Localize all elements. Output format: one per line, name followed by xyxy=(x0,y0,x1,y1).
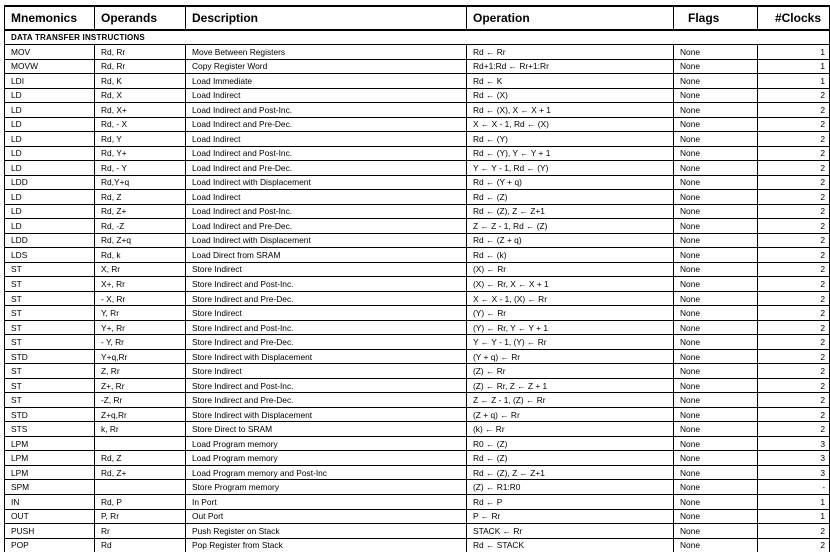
cell-clocks: - xyxy=(758,480,830,495)
cell-operation: R0 ← (Z) xyxy=(467,436,674,451)
cell-mnemonic: LD xyxy=(5,161,95,176)
cell-mnemonic: ST xyxy=(5,320,95,335)
cell-operation: X ← X - 1, Rd ← (X) xyxy=(467,117,674,132)
cell-description: Store Indirect and Pre-Dec. xyxy=(186,291,467,306)
table-row xyxy=(5,465,830,480)
cell-description: Load Program memory and Post-Inc xyxy=(186,465,467,480)
cell-operands: Rd,Y+q xyxy=(95,175,186,190)
cell-flags: None xyxy=(674,349,758,364)
cell-clocks: 2 xyxy=(758,538,830,552)
cell-flags: None xyxy=(674,524,758,539)
cell-clocks: 2 xyxy=(758,175,830,190)
cell-mnemonic: LD xyxy=(5,204,95,219)
table-row xyxy=(5,524,830,539)
cell-operands: Rr xyxy=(95,524,186,539)
cell-mnemonic: LDI xyxy=(5,74,95,89)
cell-operands: X, Rr xyxy=(95,262,186,277)
cell-operands: Rd, X+ xyxy=(95,103,186,118)
table-row xyxy=(5,117,830,132)
header-operands: Operands xyxy=(95,6,186,30)
header-flags: Flags xyxy=(674,6,758,30)
cell-description: Move Between Registers xyxy=(186,45,467,60)
cell-operands: - X, Rr xyxy=(95,291,186,306)
cell-mnemonic: MOVW xyxy=(5,59,95,74)
cell-flags: None xyxy=(674,422,758,437)
cell-flags: None xyxy=(674,59,758,74)
cell-operands: Rd, X xyxy=(95,88,186,103)
cell-description: Store Program memory xyxy=(186,480,467,495)
cell-flags: None xyxy=(674,538,758,552)
cell-operation: Rd ← (Z + q) xyxy=(467,233,674,248)
cell-operands: Rd xyxy=(95,538,186,552)
cell-description: Load Indirect with Displacement xyxy=(186,233,467,248)
cell-operands: Rd, K xyxy=(95,74,186,89)
cell-mnemonic: PUSH xyxy=(5,524,95,539)
cell-description: Store Direct to SRAM xyxy=(186,422,467,437)
cell-operation: (Z + q) ← Rr xyxy=(467,407,674,422)
header-clocks: #Clocks xyxy=(758,6,830,30)
cell-mnemonic: LD xyxy=(5,103,95,118)
cell-clocks: 2 xyxy=(758,233,830,248)
cell-flags: None xyxy=(674,335,758,350)
table-row xyxy=(5,277,830,292)
cell-description: Load Program memory xyxy=(186,451,467,466)
cell-operation: (Y) ← Rr xyxy=(467,306,674,321)
table-row xyxy=(5,422,830,437)
cell-operands: -Z, Rr xyxy=(95,393,186,408)
cell-clocks: 2 xyxy=(758,161,830,176)
cell-mnemonic: LPM xyxy=(5,465,95,480)
cell-clocks: 3 xyxy=(758,465,830,480)
cell-mnemonic: LD xyxy=(5,117,95,132)
cell-operation: P ← Rr xyxy=(467,509,674,524)
table-row xyxy=(5,204,830,219)
cell-mnemonic: STS xyxy=(5,422,95,437)
cell-clocks: 2 xyxy=(758,364,830,379)
cell-clocks: 2 xyxy=(758,262,830,277)
cell-operands: X+, Rr xyxy=(95,277,186,292)
cell-operands: Rd, Z+ xyxy=(95,465,186,480)
cell-description: Load Immediate xyxy=(186,74,467,89)
cell-clocks: 2 xyxy=(758,219,830,234)
table-row xyxy=(5,161,830,176)
cell-description: Load Indirect xyxy=(186,132,467,147)
table-row xyxy=(5,509,830,524)
cell-mnemonic: ST xyxy=(5,262,95,277)
cell-description: In Port xyxy=(186,494,467,509)
cell-clocks: 2 xyxy=(758,88,830,103)
cell-flags: None xyxy=(674,132,758,147)
cell-flags: None xyxy=(674,494,758,509)
cell-flags: None xyxy=(674,88,758,103)
cell-operands: P, Rr xyxy=(95,509,186,524)
table-row xyxy=(5,393,830,408)
cell-clocks: 2 xyxy=(758,248,830,263)
cell-description: Pop Register from Stack xyxy=(186,538,467,552)
table-row xyxy=(5,538,830,552)
cell-description: Load Program memory xyxy=(186,436,467,451)
cell-description: Store Indirect and Post-Inc. xyxy=(186,320,467,335)
cell-flags: None xyxy=(674,451,758,466)
table-row xyxy=(5,146,830,161)
instruction-table xyxy=(4,5,830,552)
cell-operation: (Y + q) ← Rr xyxy=(467,349,674,364)
cell-flags: None xyxy=(674,407,758,422)
cell-flags: None xyxy=(674,219,758,234)
cell-flags: None xyxy=(674,378,758,393)
cell-mnemonic: STD xyxy=(5,407,95,422)
cell-clocks: 2 xyxy=(758,103,830,118)
cell-operands: Rd, Rr xyxy=(95,45,186,60)
cell-flags: None xyxy=(674,117,758,132)
cell-clocks: 2 xyxy=(758,349,830,364)
cell-mnemonic: LPM xyxy=(5,451,95,466)
cell-operands: Z, Rr xyxy=(95,364,186,379)
table-row xyxy=(5,291,830,306)
cell-operation: (Z) ← Rr, Z ← Z + 1 xyxy=(467,378,674,393)
cell-operation: Rd ← (X) xyxy=(467,88,674,103)
table-row xyxy=(5,320,830,335)
cell-clocks: 2 xyxy=(758,291,830,306)
table-row xyxy=(5,59,830,74)
table-body xyxy=(5,30,830,552)
cell-clocks: 1 xyxy=(758,509,830,524)
table-row xyxy=(5,349,830,364)
cell-operands: Rd, Z xyxy=(95,190,186,205)
cell-clocks: 2 xyxy=(758,146,830,161)
cell-flags: None xyxy=(674,233,758,248)
cell-mnemonic: LD xyxy=(5,146,95,161)
cell-mnemonic: LD xyxy=(5,219,95,234)
cell-operation: X ← X - 1, (X) ← Rr xyxy=(467,291,674,306)
cell-operation: Rd ← P xyxy=(467,494,674,509)
cell-operation: Rd ← (Z), Z ← Z+1 xyxy=(467,465,674,480)
cell-clocks: 2 xyxy=(758,407,830,422)
cell-operands: Rd, P xyxy=(95,494,186,509)
cell-flags: None xyxy=(674,204,758,219)
cell-description: Load Indirect with Displacement xyxy=(186,175,467,190)
cell-clocks: 2 xyxy=(758,320,830,335)
cell-description: Store Indirect with Displacement xyxy=(186,407,467,422)
cell-description: Out Port xyxy=(186,509,467,524)
cell-operation: STACK ← Rr xyxy=(467,524,674,539)
table-row xyxy=(5,494,830,509)
cell-mnemonic: ST xyxy=(5,277,95,292)
cell-operation: (Z) ← Rr xyxy=(467,364,674,379)
cell-operation: (k) ← Rr xyxy=(467,422,674,437)
cell-mnemonic: ST xyxy=(5,291,95,306)
cell-operation: Rd ← K xyxy=(467,74,674,89)
cell-flags: None xyxy=(674,306,758,321)
table-row xyxy=(5,407,830,422)
cell-flags: None xyxy=(674,74,758,89)
cell-flags: None xyxy=(674,364,758,379)
cell-description: Load Indirect and Post-Inc. xyxy=(186,146,467,161)
cell-flags: None xyxy=(674,509,758,524)
cell-description: Store Indirect and Pre-Dec. xyxy=(186,393,467,408)
cell-flags: None xyxy=(674,161,758,176)
header-row xyxy=(5,6,830,30)
cell-operation: Rd ← (Y + q) xyxy=(467,175,674,190)
cell-clocks: 2 xyxy=(758,277,830,292)
cell-description: Load Indirect and Post-Inc. xyxy=(186,103,467,118)
cell-operands: - Y, Rr xyxy=(95,335,186,350)
cell-operands: Rd, -Z xyxy=(95,219,186,234)
cell-operands: Rd, Z+q xyxy=(95,233,186,248)
cell-clocks: 1 xyxy=(758,74,830,89)
cell-operation: Rd ← (Y), Y ← Y + 1 xyxy=(467,146,674,161)
cell-flags: None xyxy=(674,291,758,306)
cell-operation: Rd ← (Z) xyxy=(467,190,674,205)
cell-clocks: 2 xyxy=(758,335,830,350)
cell-mnemonic: POP xyxy=(5,538,95,552)
section-row xyxy=(5,30,830,45)
cell-clocks: 1 xyxy=(758,45,830,60)
cell-operation: Rd ← (Z), Z ← Z+1 xyxy=(467,204,674,219)
header-operation: Operation xyxy=(467,6,674,30)
table-row xyxy=(5,262,830,277)
table-row xyxy=(5,190,830,205)
cell-clocks: 2 xyxy=(758,524,830,539)
cell-description: Store Indirect xyxy=(186,364,467,379)
cell-flags: None xyxy=(674,262,758,277)
cell-mnemonic: LD xyxy=(5,88,95,103)
cell-description: Load Indirect and Pre-Dec. xyxy=(186,161,467,176)
section-title: DATA TRANSFER INSTRUCTIONS xyxy=(5,30,830,45)
cell-mnemonic: MOV xyxy=(5,45,95,60)
cell-description: Load Indirect xyxy=(186,190,467,205)
cell-flags: None xyxy=(674,480,758,495)
table-row xyxy=(5,480,830,495)
table-row xyxy=(5,219,830,234)
cell-description: Load Indirect and Pre-Dec. xyxy=(186,117,467,132)
cell-operation: Rd ← (k) xyxy=(467,248,674,263)
cell-description: Load Direct from SRAM xyxy=(186,248,467,263)
cell-operation: (X) ← Rr, X ← X + 1 xyxy=(467,277,674,292)
cell-flags: None xyxy=(674,103,758,118)
cell-operands: Rd, Y xyxy=(95,132,186,147)
cell-clocks: 2 xyxy=(758,117,830,132)
table-row xyxy=(5,364,830,379)
cell-mnemonic: OUT xyxy=(5,509,95,524)
cell-flags: None xyxy=(674,146,758,161)
cell-operation: Rd+1:Rd ← Rr+1:Rr xyxy=(467,59,674,74)
cell-operands: Rd, Y+ xyxy=(95,146,186,161)
cell-flags: None xyxy=(674,45,758,60)
cell-clocks: 3 xyxy=(758,436,830,451)
cell-operation: Rd ← (Z) xyxy=(467,451,674,466)
cell-clocks: 2 xyxy=(758,378,830,393)
cell-operation: (X) ← Rr xyxy=(467,262,674,277)
cell-operands: Rd, Rr xyxy=(95,59,186,74)
cell-operands: Rd, Z+ xyxy=(95,204,186,219)
table-row xyxy=(5,88,830,103)
cell-clocks: 1 xyxy=(758,494,830,509)
cell-flags: None xyxy=(674,320,758,335)
table-row xyxy=(5,45,830,60)
cell-operands: Z+, Rr xyxy=(95,378,186,393)
cell-operands: Rd, Z xyxy=(95,451,186,466)
cell-description: Load Indirect and Pre-Dec. xyxy=(186,219,467,234)
cell-operation: Rd ← (Y) xyxy=(467,132,674,147)
cell-operands xyxy=(95,436,186,451)
cell-flags: None xyxy=(674,277,758,292)
cell-operands: k, Rr xyxy=(95,422,186,437)
header-description: Description xyxy=(186,6,467,30)
cell-operands: Y, Rr xyxy=(95,306,186,321)
table-row xyxy=(5,132,830,147)
cell-mnemonic: LD xyxy=(5,190,95,205)
cell-flags: None xyxy=(674,436,758,451)
cell-operands: Rd, - Y xyxy=(95,161,186,176)
cell-description: Copy Register Word xyxy=(186,59,467,74)
cell-mnemonic: IN xyxy=(5,494,95,509)
cell-flags: None xyxy=(674,175,758,190)
cell-clocks: 1 xyxy=(758,59,830,74)
table-row xyxy=(5,248,830,263)
cell-operands: Z+q,Rr xyxy=(95,407,186,422)
table-row xyxy=(5,451,830,466)
cell-description: Store Indirect and Post-Inc. xyxy=(186,378,467,393)
cell-operation: Rd ← Rr xyxy=(467,45,674,60)
cell-description: Store Indirect with Displacement xyxy=(186,349,467,364)
cell-mnemonic: ST xyxy=(5,378,95,393)
cell-operation: Z ← Z - 1, Rd ← (Z) xyxy=(467,219,674,234)
cell-clocks: 2 xyxy=(758,422,830,437)
table-row xyxy=(5,335,830,350)
table-row xyxy=(5,306,830,321)
cell-flags: None xyxy=(674,190,758,205)
cell-flags: None xyxy=(674,248,758,263)
cell-operands xyxy=(95,480,186,495)
cell-mnemonic: LD xyxy=(5,132,95,147)
cell-description: Store Indirect and Post-Inc. xyxy=(186,277,467,292)
cell-clocks: 2 xyxy=(758,306,830,321)
cell-mnemonic: ST xyxy=(5,335,95,350)
cell-mnemonic: LDD xyxy=(5,233,95,248)
cell-mnemonic: STD xyxy=(5,349,95,364)
cell-operands: Rd, - X xyxy=(95,117,186,132)
cell-description: Store Indirect xyxy=(186,306,467,321)
table-row xyxy=(5,436,830,451)
cell-mnemonic: LDS xyxy=(5,248,95,263)
cell-operands: Rd, k xyxy=(95,248,186,263)
table-row xyxy=(5,175,830,190)
cell-operation: Y ← Y - 1, Rd ← (Y) xyxy=(467,161,674,176)
table-row xyxy=(5,103,830,118)
cell-description: Load Indirect xyxy=(186,88,467,103)
cell-description: Load Indirect and Post-Inc. xyxy=(186,204,467,219)
cell-operation: Rd ← STACK xyxy=(467,538,674,552)
cell-description: Push Register on Stack xyxy=(186,524,467,539)
header-mnemonics: Mnemonics xyxy=(5,6,95,30)
cell-mnemonic: SPM xyxy=(5,480,95,495)
cell-operation: Rd ← (X), X ← X + 1 xyxy=(467,103,674,118)
cell-clocks: 2 xyxy=(758,190,830,205)
cell-flags: None xyxy=(674,465,758,480)
cell-clocks: 2 xyxy=(758,132,830,147)
table-row xyxy=(5,233,830,248)
cell-mnemonic: ST xyxy=(5,364,95,379)
cell-clocks: 2 xyxy=(758,393,830,408)
cell-mnemonic: LPM xyxy=(5,436,95,451)
cell-mnemonic: ST xyxy=(5,393,95,408)
cell-operation: (Y) ← Rr, Y ← Y + 1 xyxy=(467,320,674,335)
cell-description: Store Indirect and Pre-Dec. xyxy=(186,335,467,350)
cell-clocks: 3 xyxy=(758,451,830,466)
cell-operands: Y+, Rr xyxy=(95,320,186,335)
cell-operation: (Z) ← R1:R0 xyxy=(467,480,674,495)
cell-clocks: 2 xyxy=(758,204,830,219)
cell-operands: Y+q,Rr xyxy=(95,349,186,364)
cell-flags: None xyxy=(674,393,758,408)
table-row xyxy=(5,378,830,393)
cell-operation: Y ← Y - 1, (Y) ← Rr xyxy=(467,335,674,350)
cell-operation: Z ← Z - 1, (Z) ← Rr xyxy=(467,393,674,408)
table-row xyxy=(5,74,830,89)
cell-mnemonic: ST xyxy=(5,306,95,321)
cell-description: Store Indirect xyxy=(186,262,467,277)
cell-mnemonic: LDD xyxy=(5,175,95,190)
